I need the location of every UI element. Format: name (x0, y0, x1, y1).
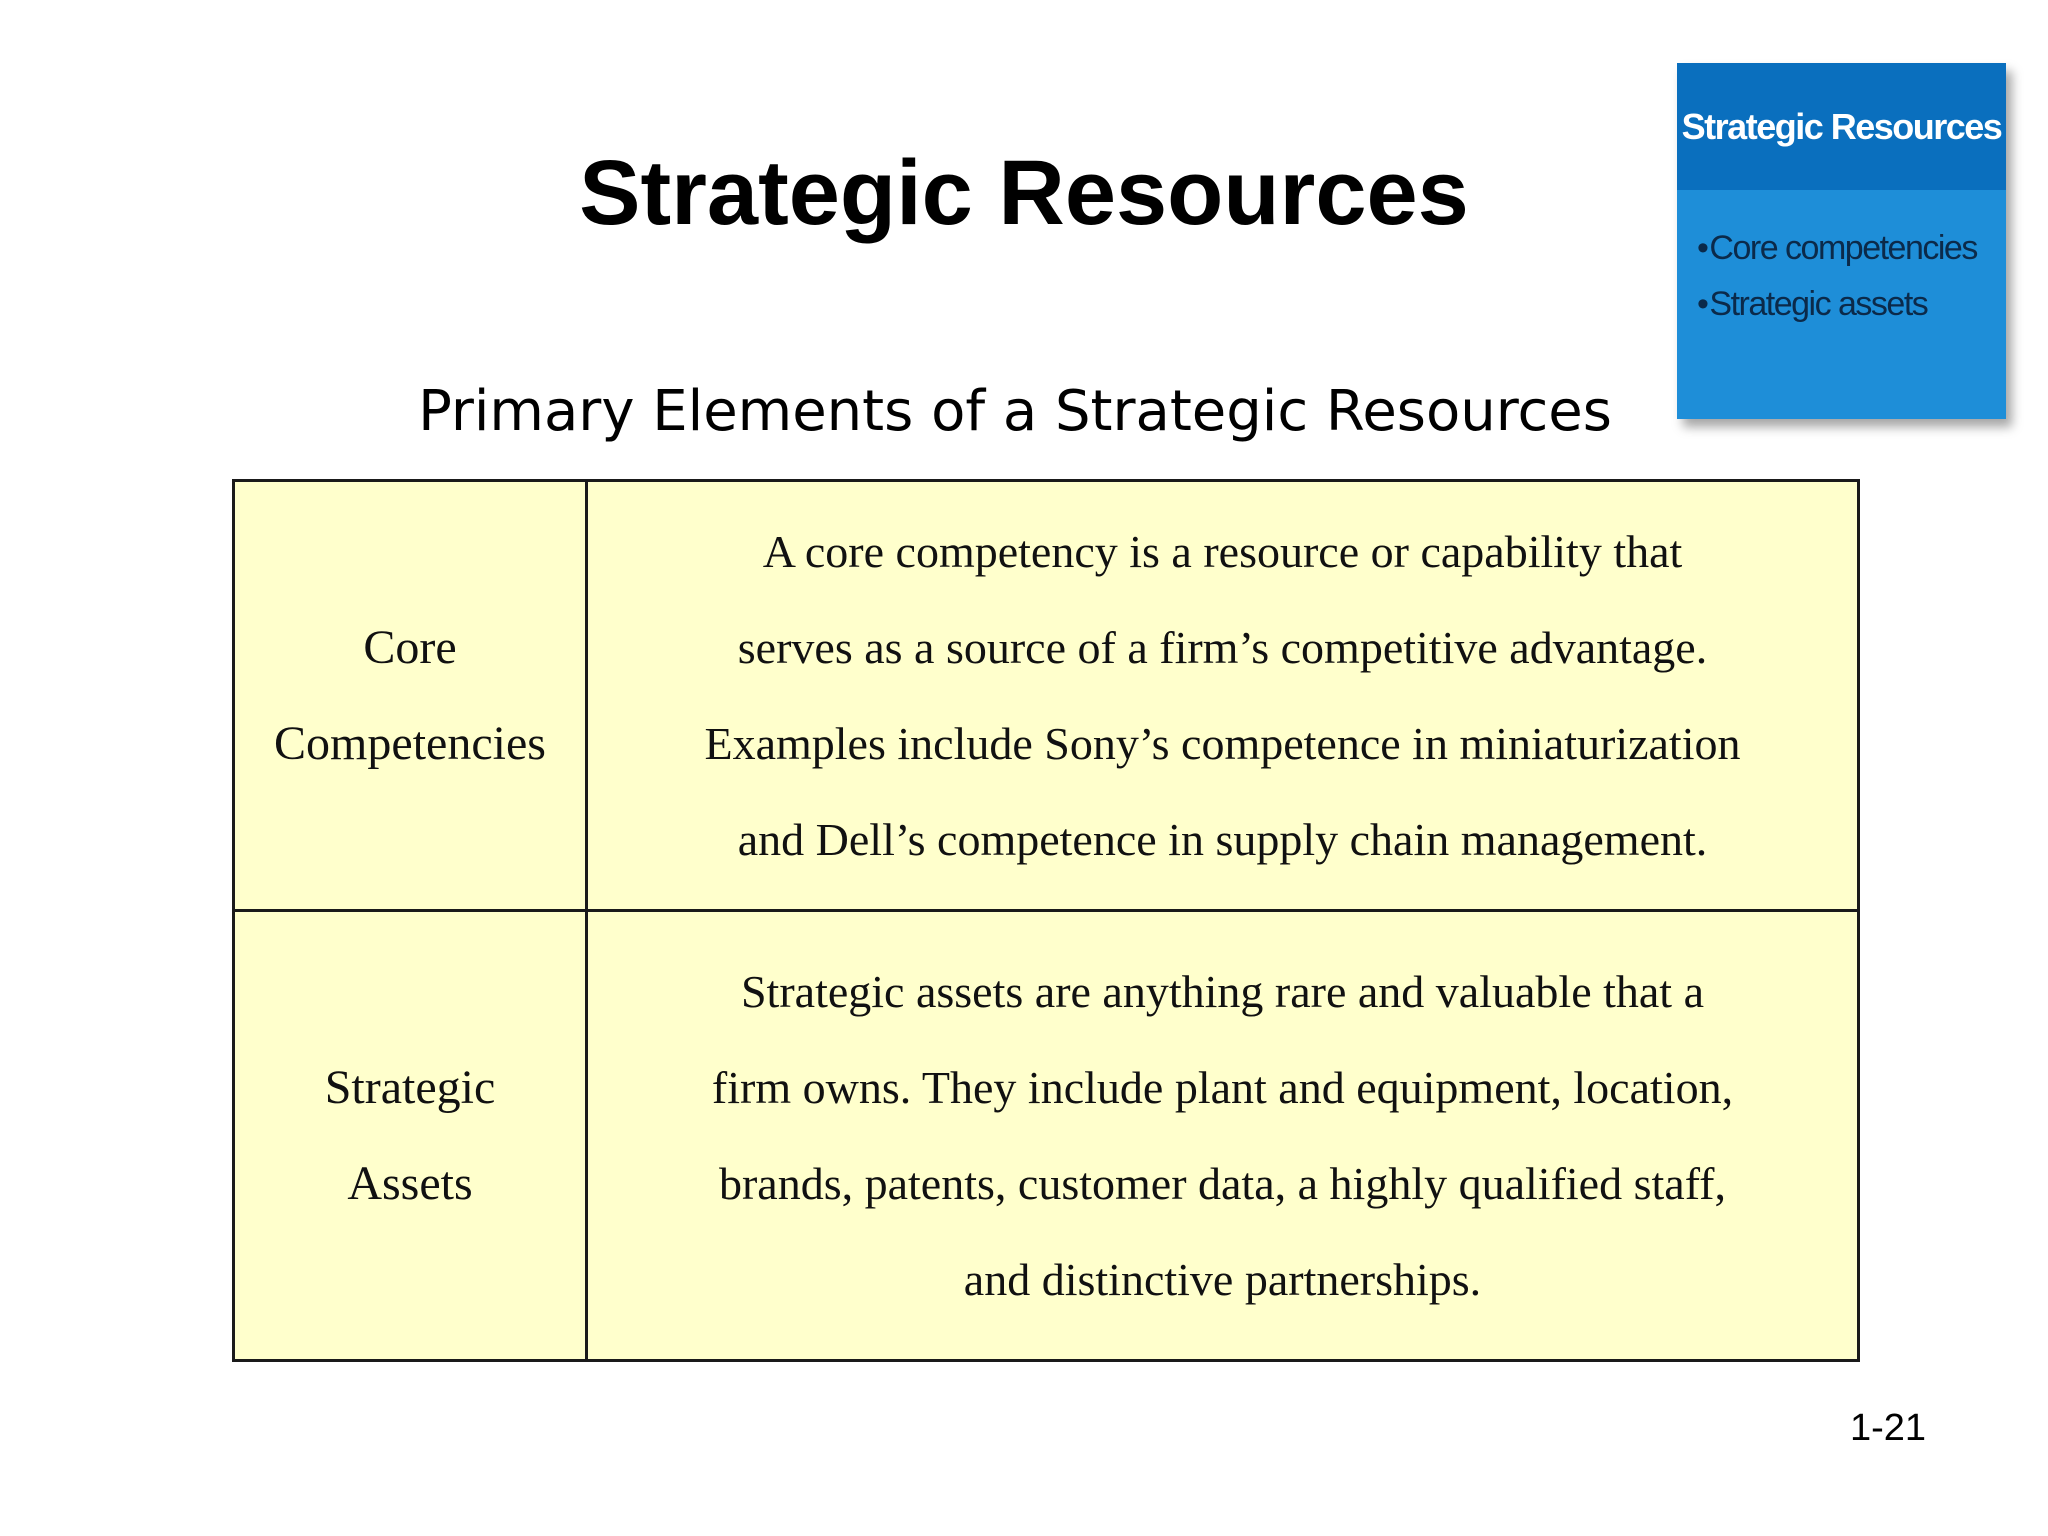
description-line: Strategic assets are anything rare and valuable that a (740, 965, 1705, 1017)
resources-table (232, 479, 1860, 1362)
slide-title: Strategic Resources (579, 142, 1469, 244)
thumbnail-item: • Core competencies (1697, 220, 2006, 276)
description-line: firm owns. They include plant and equipment, location, (711, 1061, 1734, 1113)
description-cell (587, 911, 1859, 1361)
slide-subtitle: Primary Elements of a Strategic Resources (418, 379, 1612, 444)
term-cell (234, 481, 587, 911)
term-line: Competencies (274, 716, 546, 770)
description-line: and Dell’s competence in supply chain management. (737, 813, 1708, 865)
thumbnail-list (1677, 190, 2006, 332)
description-cell (587, 481, 1859, 911)
term-line: Assets (347, 1156, 473, 1210)
table-row (234, 911, 1859, 1361)
section-thumbnail (1677, 63, 2006, 419)
description-line: and distinctive partnerships. (963, 1253, 1482, 1305)
description-line: brands, patents, customer data, a highly qualified staff, (718, 1157, 1727, 1209)
description-line: serves as a source of a firm’s competitive advantage. (737, 621, 1708, 673)
term-cell (234, 911, 587, 1361)
term-line: Strategic (324, 1060, 496, 1114)
thumbnail-item: • Strategic assets (1697, 276, 2006, 332)
description-line: A core competency is a resource or capability that (762, 525, 1683, 577)
term-line: Core (363, 620, 457, 674)
table-row (234, 481, 1859, 911)
description-line: Examples include Sony’s competence in miniaturization (704, 717, 1741, 769)
thumbnail-header: Strategic Resources (1677, 63, 2006, 190)
slide-number: 1-21 (1849, 1407, 1926, 1449)
